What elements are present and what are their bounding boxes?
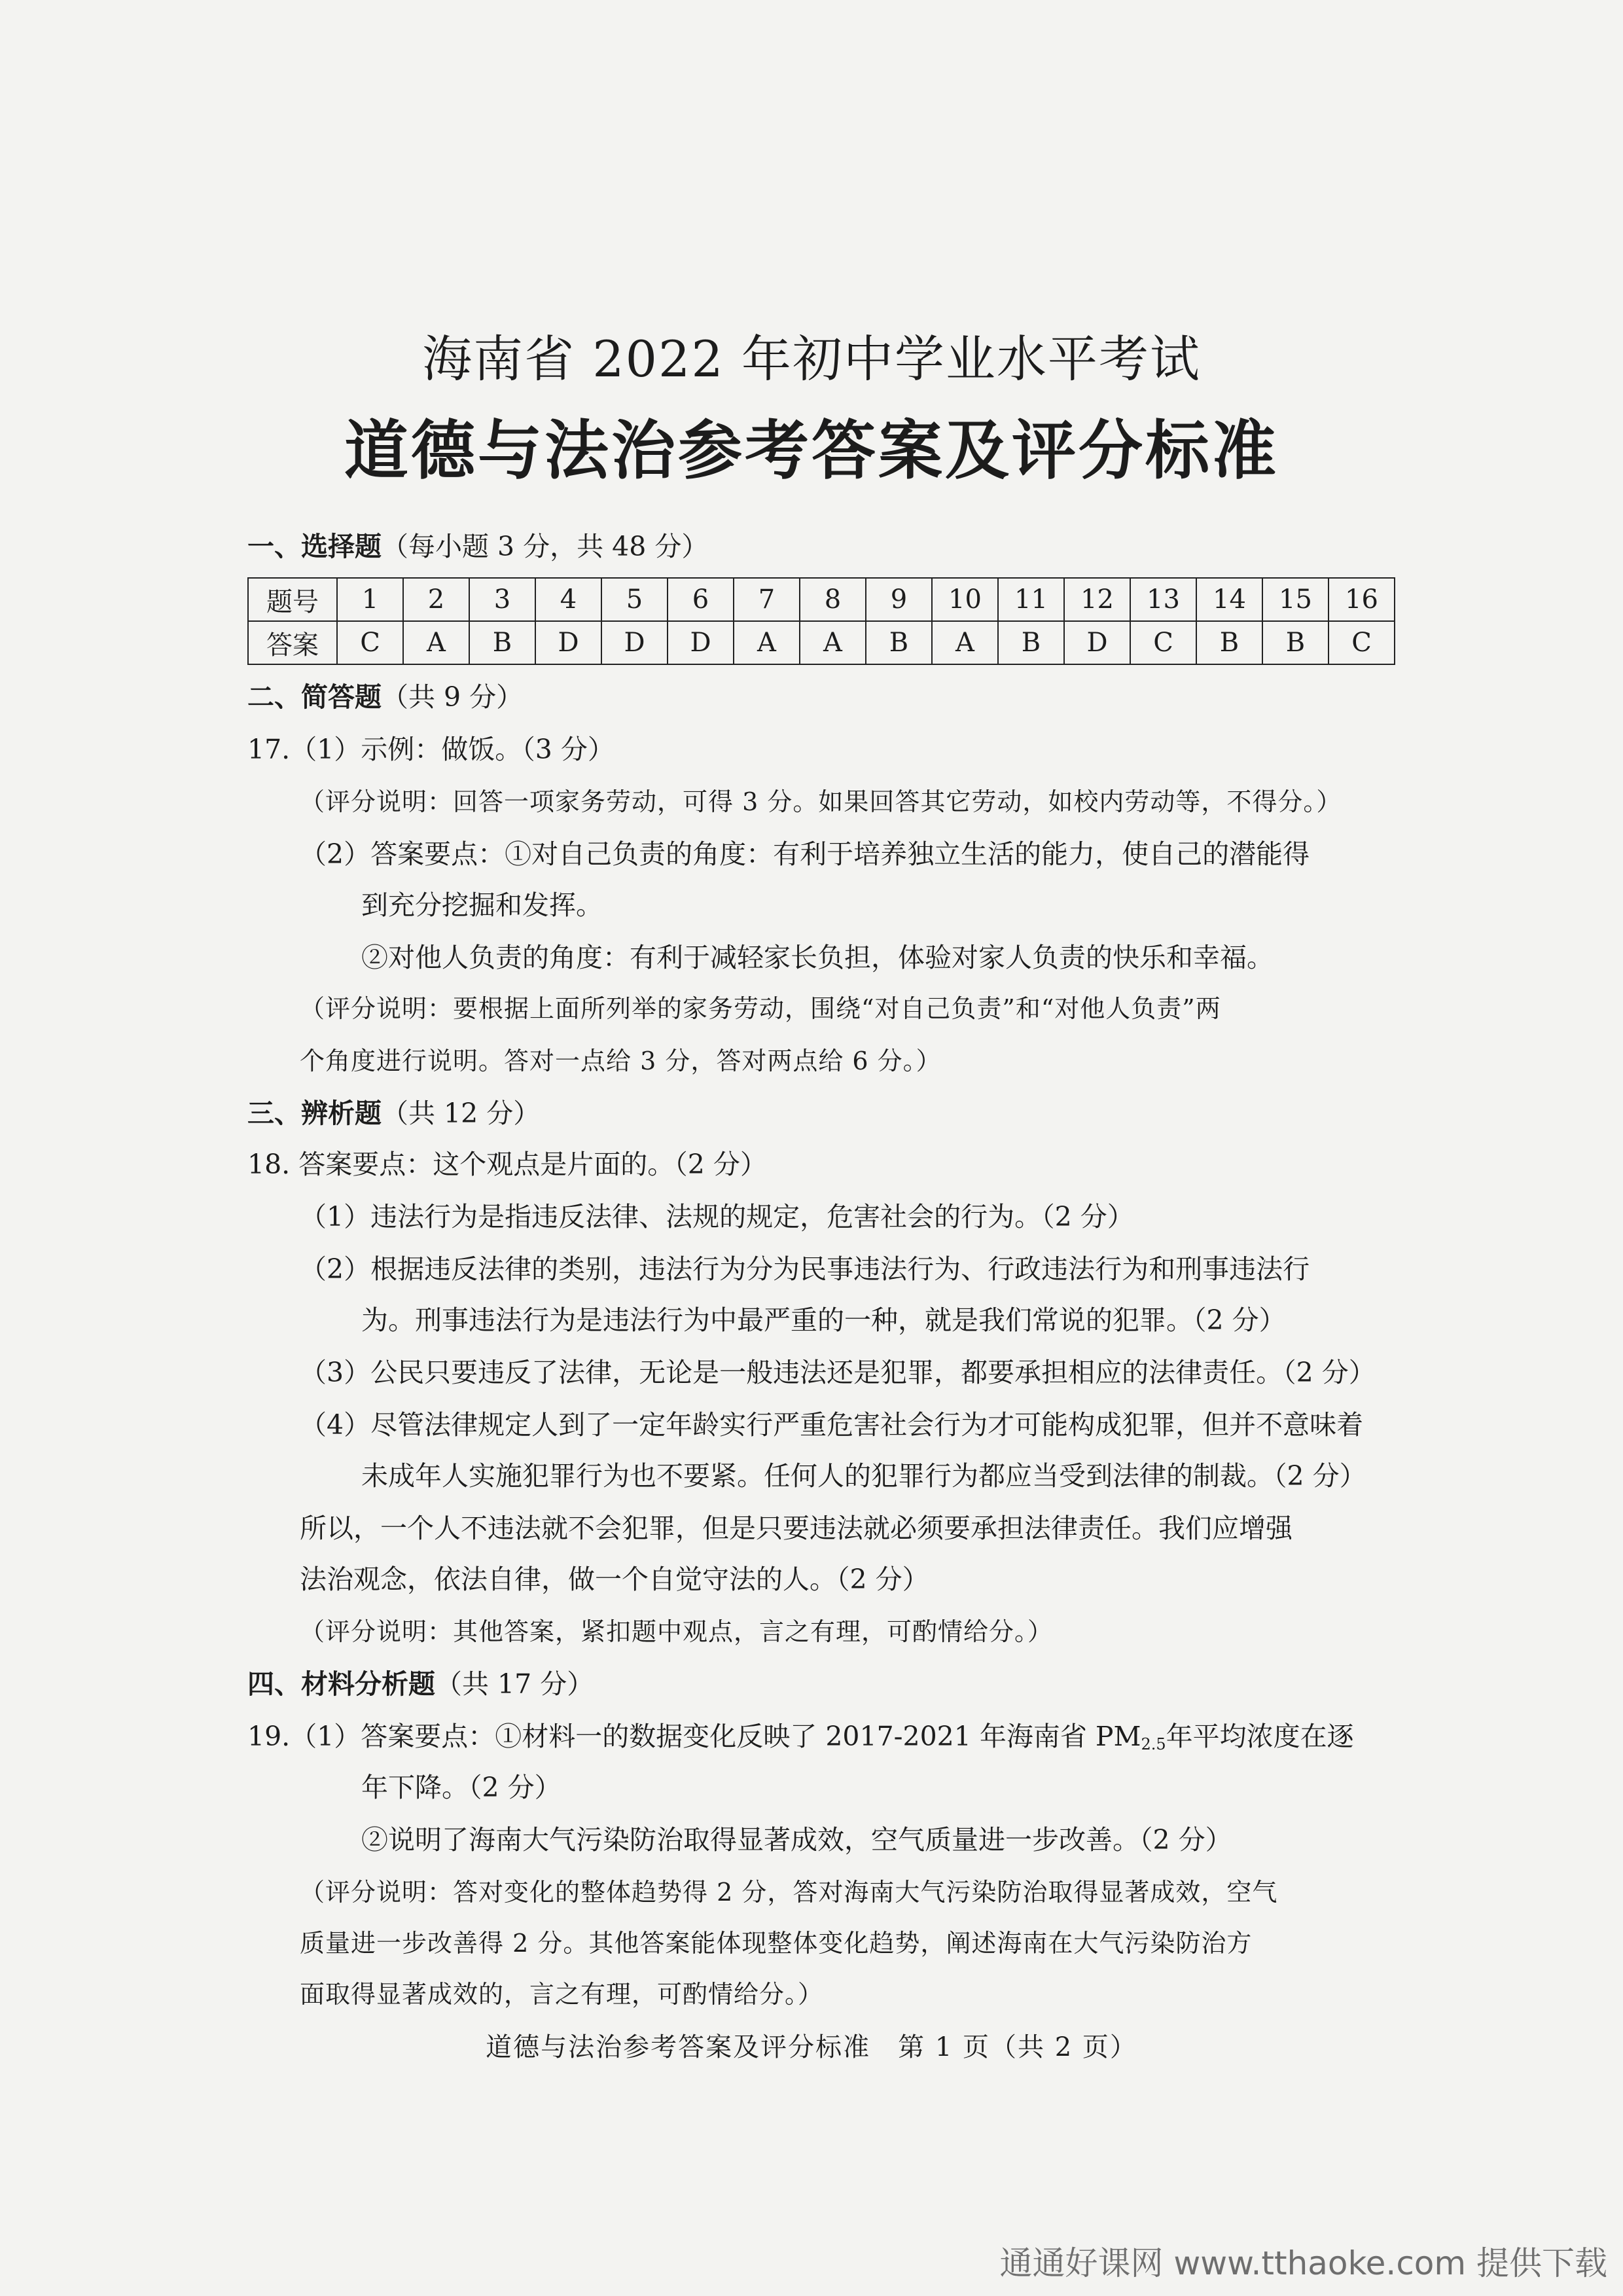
answer-cell: B: [1262, 621, 1329, 664]
q18-point4-line2: 未成年人实施犯罪行为也不要紧。任何人的犯罪行为都应当受到法律的制裁。（2 分）: [361, 1460, 1366, 1492]
question-number-cell: 15: [1262, 578, 1329, 621]
q19-note-line1: （评分说明：答对变化的整体趋势得 2 分，答对海南大气污染防治取得显著成效，空气: [300, 1878, 1278, 1907]
answer-cell: A: [734, 621, 800, 664]
answer-cell: C: [1130, 621, 1196, 664]
section2-heading: 二、简答题: [247, 681, 382, 713]
section3-header: [247, 1096, 540, 1131]
question-number-cell: 2: [403, 578, 469, 621]
question-number-cell: 5: [601, 578, 668, 621]
answer-table: [247, 577, 1395, 665]
q17-note2-line1: （评分说明：要根据上面所列举的家务劳动，围绕“对自己负责”和“对他人负责”两: [300, 994, 1221, 1023]
q19-note-line3: 面取得显著成效的，言之有理，可酌情给分。）: [300, 1980, 824, 2009]
q19-part1-line2: 年下降。（2 分）: [361, 1772, 562, 1803]
q18-point3: （3）公民只要违反了法律，无论是一般违法还是犯罪，都要承担相应的法律责任。（2 分）: [300, 1357, 1376, 1388]
answer-cell: D: [1064, 621, 1130, 664]
q17-note1: （评分说明：回答一项家务劳动，可得 3 分。如果回答其它劳动，如校内劳动等，不得分。）: [300, 787, 1342, 816]
answer-cell: D: [601, 621, 668, 664]
question-number-cell: 11: [998, 578, 1064, 621]
q18-point2-line2: 为。刑事违法行为是违法行为中最严重的一种，就是我们常说的犯罪。（2 分）: [361, 1304, 1286, 1336]
question-number-cell: 6: [668, 578, 734, 621]
page-footer: 道德与法治参考答案及评分标准 第 1 页（共 2 页）: [486, 2032, 1137, 2062]
q19-note-line2: 质量进一步改善得 2 分。其他答案能体现整体变化趋势，阐述海南在大气污染防治方: [300, 1929, 1253, 1958]
question-number-cell: 9: [866, 578, 932, 621]
q18-conclusion-line2: 法治观念，依法自律，做一个自觉守法的人。（2 分）: [300, 1564, 929, 1595]
row-label-question: 题号: [248, 578, 337, 621]
row-label-answer: 答案: [248, 621, 337, 664]
answer-cell: D: [535, 621, 601, 664]
section2-header: [247, 679, 523, 715]
q17-part2-line1: （2）答案要点：①对自己负责的角度：有利于培养独立生活的能力，使自己的潜能得: [300, 838, 1310, 870]
question-number-cell: 8: [800, 578, 866, 621]
q17-part2-line2: 到充分挖掘和发挥。: [361, 889, 603, 921]
answer-cell: B: [469, 621, 535, 664]
question-number-cell: 13: [1130, 578, 1196, 621]
question-number-cell: 14: [1196, 578, 1262, 621]
question-number-cell: 4: [535, 578, 601, 621]
question-number-cell: 12: [1064, 578, 1130, 621]
q18-point2-line1: （2）根据违反法律的类别，违法行为分为民事违法行为、行政违法行为和刑事违法行: [300, 1253, 1310, 1285]
answer-cell: A: [403, 621, 469, 664]
q18-conclusion-line1: 所以，一个人不违法就不会犯罪，但是只要违法就必须要承担法律责任。我们应增强: [300, 1513, 1293, 1544]
answer-cell: A: [800, 621, 866, 664]
document-title: 道德与法治参考答案及评分标准: [344, 414, 1279, 488]
q17-part1: 17.（1）示例：做饭。（3 分）: [247, 734, 615, 765]
answer-row: [248, 621, 1395, 664]
question-number-row: [248, 578, 1395, 621]
answer-cell: B: [1196, 621, 1262, 664]
question-number-cell: 1: [337, 578, 403, 621]
q19-text-post: 年平均浓度在逐: [1166, 1721, 1354, 1752]
q19-part1-line3: ②说明了海南大气污染防治取得显著成效，空气质量进一步改善。（2 分）: [361, 1824, 1232, 1856]
section4-heading: 四、材料分析题: [247, 1668, 435, 1700]
q18-point4-line1: （4）尽管法律规定人到了一定年龄实行严重危害社会行为才可能构成犯罪，但并不意味着: [300, 1409, 1364, 1441]
answer-cell: C: [1329, 621, 1395, 664]
section4-header: [247, 1666, 594, 1702]
section3-points: （共 12 分）: [382, 1098, 541, 1129]
answer-cell: D: [668, 621, 734, 664]
section1-header: [247, 529, 708, 564]
q17-part2-line3: ②对他人负责的角度：有利于减轻家长负担，体验对家人负责的快乐和幸福。: [361, 942, 1274, 973]
question-number-cell: 7: [734, 578, 800, 621]
answer-cell: C: [337, 621, 403, 664]
q18-answer: 18. 答案要点：这个观点是片面的。（2 分）: [247, 1149, 767, 1180]
section4-points: （共 17 分）: [435, 1668, 594, 1700]
question-number-cell: 16: [1329, 578, 1395, 621]
answer-cell: A: [932, 621, 998, 664]
pm-subscript: 2.5: [1141, 1735, 1166, 1753]
q18-point1: （1）违法行为是指违反法律、法规的规定，危害社会的行为。（2 分）: [300, 1201, 1134, 1232]
question-number-cell: 3: [469, 578, 535, 621]
answer-cell: B: [998, 621, 1064, 664]
q17-note2-line2: 个角度进行说明。答对一点给 3 分，答对两点给 6 分。）: [300, 1047, 942, 1075]
q18-note: （评分说明：其他答案，紧扣题中观点，言之有理，可酌情给分。）: [300, 1617, 1054, 1646]
section1-points: （每小题 3 分，共 48 分）: [382, 531, 709, 562]
site-watermark: 通通好课网 www.tthaoke.com 提供下载: [999, 2244, 1607, 2282]
q19-text-pre: 19.（1）答案要点：①材料一的数据变化反映了 2017-2021 年海南省 PM: [247, 1721, 1141, 1752]
answer-cell: B: [866, 621, 932, 664]
question-number-cell: 10: [932, 578, 998, 621]
exam-title: 海南省 2022 年初中学业水平考试: [422, 330, 1201, 388]
section2-points: （共 9 分）: [382, 681, 524, 713]
q19-part1-line1: [247, 1719, 1354, 1762]
section3-heading: 三、辨析题: [247, 1098, 382, 1129]
section1-heading: 一、选择题: [247, 531, 382, 562]
